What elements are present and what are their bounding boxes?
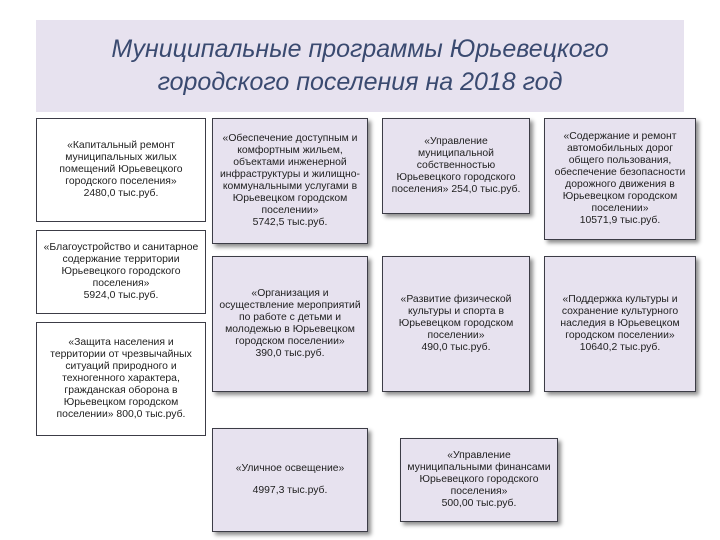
program-amount: 10640,2 тыс.руб.	[579, 342, 661, 353]
program-sport	[382, 256, 530, 392]
program-amount: 500,00 тыс.руб.	[441, 498, 517, 509]
program-roads	[544, 118, 696, 240]
program-landscaping	[36, 230, 206, 314]
program-housing-utilities	[212, 118, 368, 244]
program-culture	[544, 256, 696, 392]
program-name: «Капитальный ремонт муниципальных жилых помещений Юрьевецкого городского поселения»	[59, 140, 183, 187]
program-name: «Развитие физической культуры и спорта в Юрьевецком городском поселении»	[398, 294, 514, 341]
program-capital-repair	[36, 118, 206, 222]
program-amount: 490,0 тыс.руб.	[421, 342, 491, 353]
program-property-management	[382, 118, 530, 214]
program-name: «Управление муниципальными финансами Юрьевецкого городского поселения»	[407, 450, 551, 497]
program-street-lighting	[212, 428, 368, 532]
program-name: «Защита населения и территории от чрезвычайных ситуаций природного и техногенного характера, гражданская оборона в Юрьевецком городском поселении» 800,0 тыс.руб.	[50, 337, 192, 420]
program-name: «Организация и осуществление мероприятий по работе с детьми и молодежью в Юрьевецком городском поселении»	[219, 288, 361, 347]
program-amount: 10571,9 тыс.руб.	[579, 215, 661, 226]
page-title-line-1: Муниципальные программы Юрьевецкого	[111, 35, 609, 63]
program-name: «Уличное освещение»	[235, 463, 345, 474]
program-amount: 5742,5 тыс.руб.	[252, 217, 328, 228]
program-name: «Поддержка культуры и сохранение культурного наследия в Юрьевецком городском поселении»	[560, 294, 680, 341]
program-youth	[212, 256, 368, 392]
page-title-line-2: городского поселения на 2018 год	[157, 68, 563, 96]
program-name: «Благоустройство и санитарное содержание территории Юрьевецкого городского поселения»	[43, 242, 199, 289]
program-name: «Управление муниципальной собственностью Юрьевецкого городского поселения» 254,0 тыс.руб.	[391, 136, 521, 195]
title-band	[36, 20, 684, 112]
program-amount: 4997,3 тыс.руб.	[252, 485, 328, 496]
program-amount: 390,0 тыс.руб.	[255, 348, 325, 359]
page-title	[111, 33, 608, 99]
program-name: «Обеспечение доступным и комфортным жильем, объектами инженерной инфраструктуры и жилищно-коммунальными услугами в Юрьевецком городском поселении»	[219, 133, 361, 216]
program-amount: 2480,0 тыс.руб.	[83, 188, 159, 199]
program-amount: 5924,0 тыс.руб.	[83, 290, 159, 301]
program-name: «Содержание и ремонт автомобильных дорог общего пользования, обеспечение безопасности дорожного движения в Юрьевецком городском поселении»	[554, 131, 686, 214]
program-civil-defense	[36, 322, 206, 436]
program-finance	[400, 438, 558, 522]
